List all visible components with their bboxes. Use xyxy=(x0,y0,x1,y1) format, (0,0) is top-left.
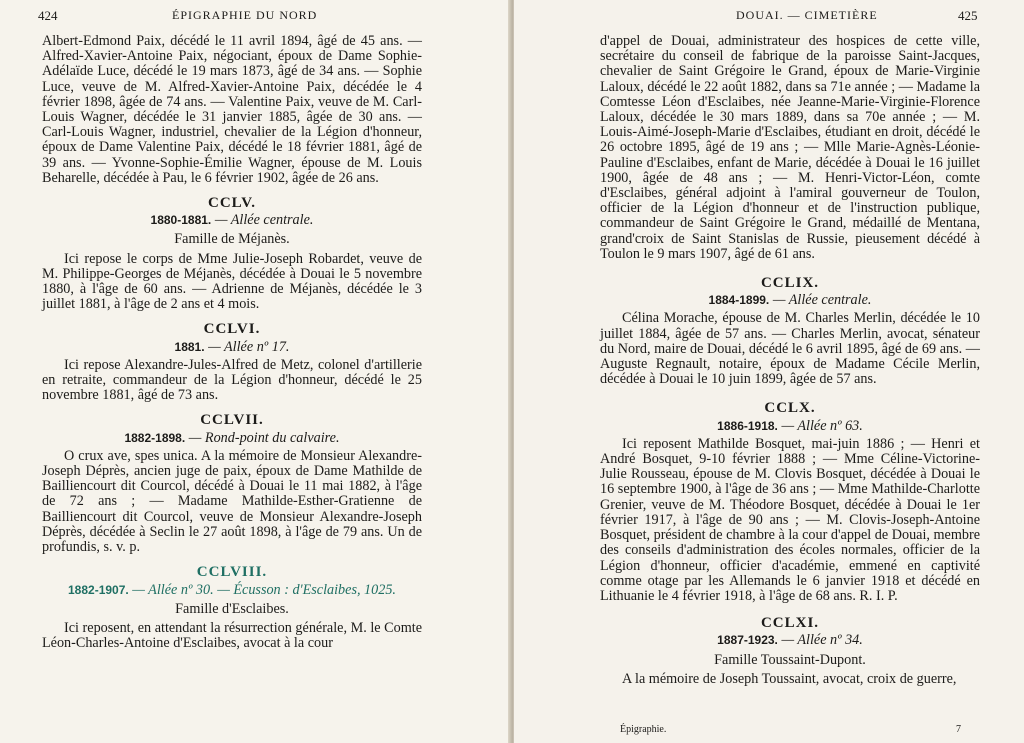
family-heading: Famille Toussaint-Dupont. xyxy=(714,651,866,668)
section-date-line: 1886-1918. — Allée nº 63. xyxy=(717,417,863,434)
left-page-number: 424 xyxy=(38,8,58,23)
section-number: CCLVI. xyxy=(203,321,261,338)
section-date-line: 1881. — Allée nº 17. xyxy=(174,338,290,355)
family-heading: Famille de Méjanès. xyxy=(174,231,290,248)
inscription-text: Ici reposent, en attendant la résurrection générale, M. le Comte Léon-Charles-Antoine d'Esclaibes, avocat à la cour xyxy=(42,619,422,652)
right-column xyxy=(600,34,980,687)
inscription-text: Ici reposent Mathilde Bosquet, mai-juin 1886 ; — Henri et André Bosquet, 9-10 février 1888 ; — Mme Céline-Victorine-Julie Rousseau, épouse de M. Clovis Bosquet, décédée à Douai le 16 septembre 1900, à l'âge de 36 ans ; — Mme Mathilde-Charlotte Grenier, veuve de M. Théodore Bosquet, décédée à Douai le 1er février 1917, à l'âge de 90 ans ; — M. Clovis-Joseph-Antoine Bosquet, président de chambre à la cour d'appel de Douai, membre des conseils d'administration des écoles normales, officier de la Légion d'honneur, officier d'académie, emmené en captivité comme otage par les Allemands le 6 janvier 1918 et décédé en Lithuanie le 4 février 1918, à l'âge de 68 ans. R. I. P. xyxy=(600,435,980,604)
family-heading: Famille d'Esclaibes. xyxy=(175,600,289,617)
footer-signature: Épigraphie. xyxy=(620,724,667,735)
left-intro-text: Albert-Edmond Paix, décédé le 11 avril 1894, âgé de 45 ans. — Alfred-Xavier-Antoine Paix, négociant, époux de Dame Sophie-Adélaïde Luce, décédé le 19 mars 1873, âgé de 34 ans. — Sophie Luce, veuve de M. Alfred-Xavier-Antoine Paix, décédée le 4 février 1898, âgée de 74 ans. — Valentine Paix, veuve de M. Carl-Louis Wagner, décédée le 31 janvier 1885, âgée de 30 ans. — Carl-Louis Wagner, industriel, chevalier de la Légion d'honneur, époux de Dame Valentine Paix, décédé le 18 février 1881, âgé de 39 ans. — Yvonne-Sophie-Émilie Wagner, épouse de M. Louis Beharelle, décédée à Pau, le 6 février 1902, âgée de 26 ans. xyxy=(42,33,422,186)
section-number: CCLVIII. xyxy=(196,564,268,581)
inscription-text: Ici repose Alexandre-Jules-Alfred de Metz, colonel d'artillerie en retraite, commandeur de la Légion d'honneur, décédé le 25 novembre 1881, âgé de 73 ans. xyxy=(42,356,422,404)
section-number: CCLXI. xyxy=(760,615,820,632)
inscription-text: Célina Morache, épouse de M. Charles Merlin, décédée le 10 juillet 1884, âgée de 57 ans. — Charles Merlin, avocat, sénateur du Nord, maire de Douai, décédé le 6 avril 1895, âgé de 69 ans. — Auguste Regnault, notaire, époux de Madame Cécile Merlin, décédée à Douai le 10 juin 1899, âgée de 57 ans. xyxy=(600,310,980,388)
footer-sheet-number: 7 xyxy=(956,724,961,735)
inscription-text: Ici repose le corps de Mme Julie-Joseph Robardet, veuve de M. Philippe-Georges de Méjanès, décédée à Douai le 5 novembre 1880, à l'âge de 60 ans. — Adrienne de Méjanès, décédée le 3 juillet 1881, à l'âge de 2 ans et 4 mois. xyxy=(42,250,422,313)
section-date-line: 1882-1898. — Rond-point du calvaire. xyxy=(124,429,340,446)
section-date-line: 1884-1899. — Allée centrale. xyxy=(708,292,872,309)
right-page xyxy=(514,0,1024,743)
section-number: CCLX. xyxy=(764,400,816,417)
right-intro-text: d'appel de Douai, administrateur des hospices de cette ville, secrétaire du conseil de fabrique de la paroisse Saint-Jacques, chevalier de Saint Grégoire le Grand, époux de Marie-Virginie Laloux, décédé le 22 août 1882, dans sa 71e année ; — Madame la Comtesse Léon d'Esclaibes, née Jeanne-Marie-Virginie-Florence Laloux, décédée le 30 mars 1889, dans sa 70e année ; — M. Louis-Aimé-Joseph-Marie d'Esclaibes, étudiant en droit, décédé le 26 octobre 1895, âgé de 19 ans ; — Mlle Marie-Agnès-Léonie-Pauline d'Esclaibes, enfant de Marie, décédée à Douai le 16 juillet 1900, âgée de 48 ans ; — M. Henri-Victor-Léon, comte d'Esclaibes, général adjoint à l'amiral gouverneur de Toulon, officier de la Légion d'honneur et de l'instruction publique, commandeur de Saint Grégoire le Grand, médaillé de Mentana, grand'croix de Saint Stanislas de Russie, pieusement décédé à Toulon le 9 mars 1907, âgé de 61 ans. xyxy=(600,33,980,262)
right-running-head: DOUAI. — CIMETIÈRE xyxy=(736,8,878,22)
section-number: CCLIX. xyxy=(760,275,820,292)
section-date-line: 1880-1881. — Allée centrale. xyxy=(150,212,314,229)
section-number: CCLV. xyxy=(208,195,256,212)
section-date-line: 1882-1907. — Allée nº 30. — Écusson : d'Esclaibes, 1025. xyxy=(68,581,396,598)
left-page xyxy=(0,0,510,743)
left-running-head: ÉPIGRAPHIE DU NORD xyxy=(172,8,318,22)
section-date-line: 1887-1923. — Allée nº 34. xyxy=(717,632,863,649)
inscription-text: O crux ave, spes unica. A la mémoire de Monsieur Alexandre-Joseph Déprès, ancien juge de paix, époux de Dame Mathilde de Bailliencourt dit Courcol, décédé à Douai le 11 mai 1882, à l'âge de 72 ans ; — Madame Mathilde-Esther-Gratienne de Bailliencourt dit Courcol, veuve de Monsieur Alexandre-Joseph Déprès, décédée à Seclin le 27 août 1898, à l'âge de 79 ans. Un de profundis, s. v. p. xyxy=(42,447,422,556)
inscription-text: A la mémoire de Joseph Toussaint, avocat, croix de guerre, xyxy=(622,670,957,687)
section-number: CCLVII. xyxy=(200,412,264,429)
right-page-number: 425 xyxy=(958,8,978,23)
left-column xyxy=(42,34,422,651)
